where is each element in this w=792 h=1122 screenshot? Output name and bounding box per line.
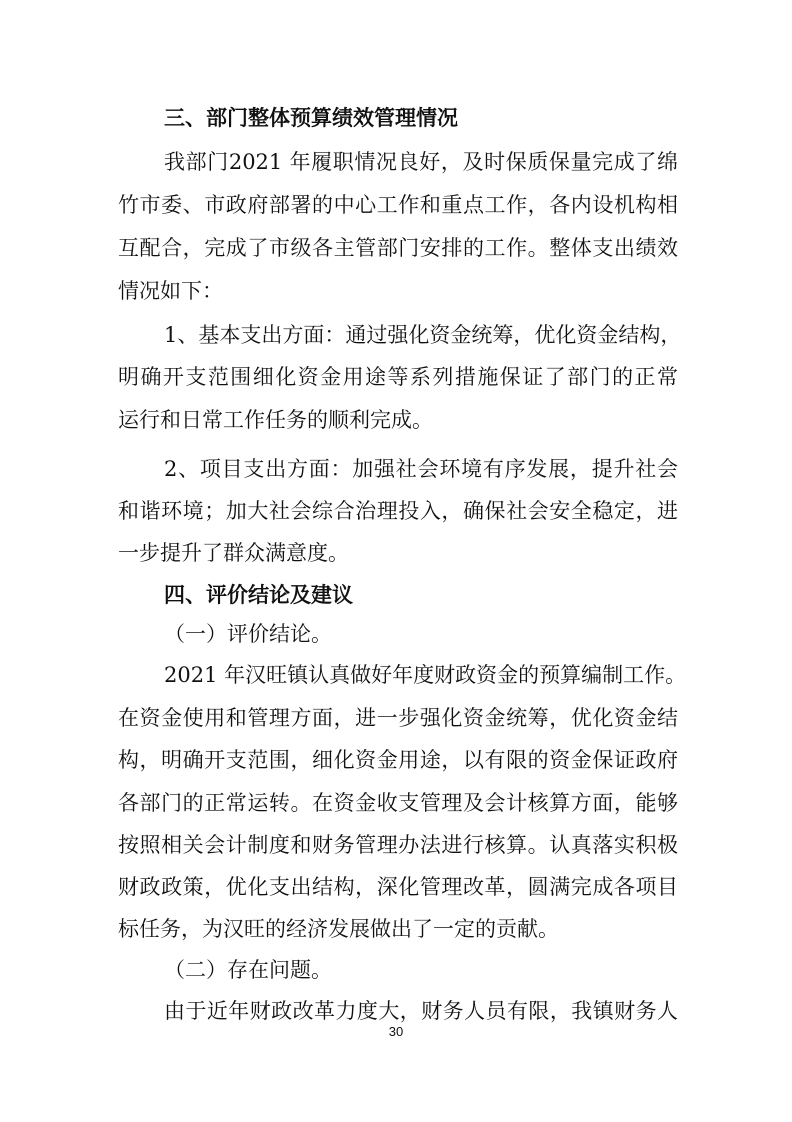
paragraph-line: 2、项目支出方面：加强社会环境有序发展，提升社会 (164, 457, 678, 481)
paragraph-line: 按照相关会计制度和财务管理办法进行核算。认真落实积极 (118, 833, 678, 857)
subheading-evaluation-conclusion: （一）评价结论。 (164, 622, 332, 646)
paragraph-line: 一步提升了群众满意度。 (118, 541, 349, 565)
paragraph-line: 我部门2021 年履职情况良好，及时保质保量完成了绵 (164, 150, 678, 174)
paragraph-line: 情况如下： (118, 279, 223, 303)
paragraph-line: 1、基本支出方面：通过强化资金统筹，优化资金结构， (164, 323, 682, 347)
paragraph-line: 标任务，为汉旺的经济发展做出了一定的贡献。 (118, 917, 559, 941)
paragraph-line: 构，明确开支范围，细化资金用途，以有限的资金保证政府 (118, 748, 678, 772)
paragraph-line: 运行和日常工作任务的顺利完成。 (118, 408, 433, 432)
paragraph-line: 明确开支范围细化资金用途等系列措施保证了部门的正常 (118, 365, 678, 389)
paragraph-line: 2021 年汉旺镇认真做好年度财政资金的预算编制工作。 (164, 663, 687, 687)
section-3-heading: 三、部门整体预算绩效管理情况 (164, 106, 458, 130)
paragraph-line: 财政政策，优化支出结构，深化管理改革，圆满完成各项目 (118, 875, 678, 899)
page-number: 30 (388, 1024, 404, 1039)
section-4-heading: 四、评价结论及建议 (164, 583, 353, 607)
paragraph-line: 互配合，完成了市级各主管部门安排的工作。整体支出绩效 (118, 236, 678, 260)
paragraph-line: 各部门的正常运转。在资金收支管理及会计核算方面，能够 (118, 791, 678, 815)
paragraph-line: 在资金使用和管理方面，进一步强化资金统筹，优化资金结 (118, 706, 678, 730)
paragraph-line: 由于近年财政改革力度大，财务人员有限，我镇财务人 (164, 999, 678, 1023)
subheading-existing-problems: （二）存在问题。 (164, 958, 332, 982)
paragraph-line: 和谐环境；加大社会综合治理投入，确保社会安全稳定，进 (118, 499, 678, 523)
paragraph-line: 竹市委、市政府部署的中心工作和重点工作，各内设机构相 (118, 193, 678, 217)
